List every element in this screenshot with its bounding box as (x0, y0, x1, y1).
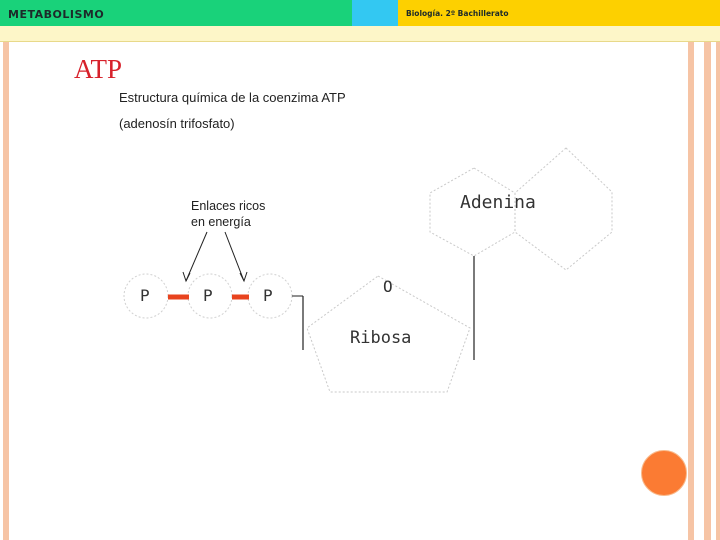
phosphate-label: P (203, 286, 213, 305)
phosphate-label: P (140, 286, 150, 305)
figure-caption-sub: (adenosín trifosfato) (119, 116, 235, 131)
decorative-orange-circle (641, 450, 687, 496)
bond-arrow (225, 232, 244, 281)
oxygen-label: O (383, 277, 393, 296)
header-subtitle: Biología. 2º Bachillerato (406, 9, 509, 18)
bonds-label-sub: en energía (191, 215, 251, 229)
header-title: METABOLISMO (8, 8, 105, 21)
figure-caption: Estructura química de la coenzima ATP (119, 90, 346, 105)
bonds-label: Enlaces ricos (191, 199, 266, 213)
slide-title: ATP (74, 54, 123, 84)
ribose-label: Ribosa (350, 328, 412, 348)
phosphate-label: P (263, 286, 273, 305)
adenine-label: Adenina (460, 192, 536, 213)
